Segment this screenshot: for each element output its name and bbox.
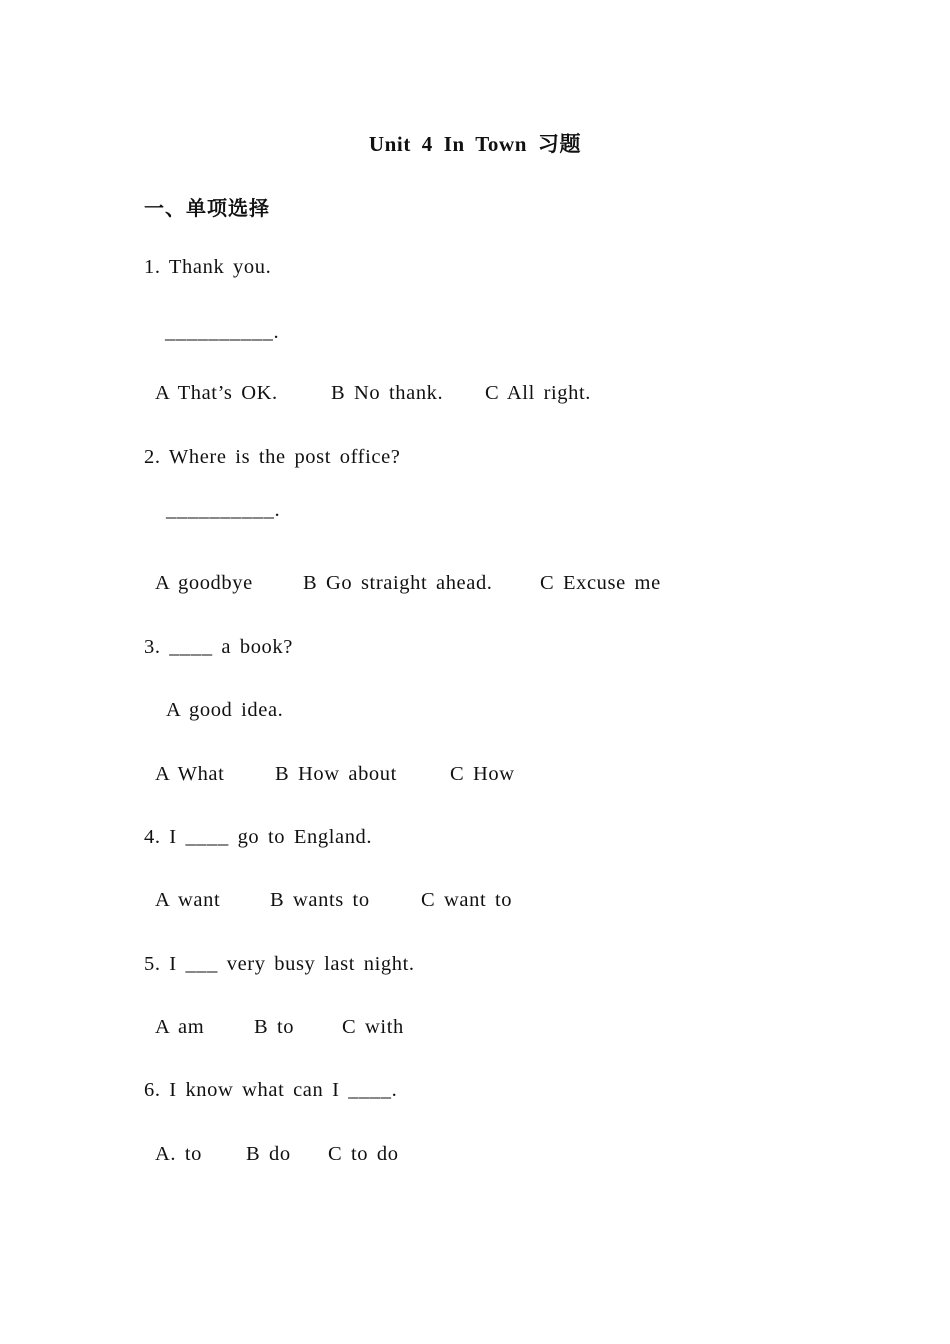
question-5-stem: 5. I ___ very busy last night. bbox=[144, 953, 415, 975]
question-1-answer-line: __________. bbox=[165, 321, 280, 343]
question-3-option-c: C How bbox=[450, 763, 515, 785]
question-2-option-c: C Excuse me bbox=[540, 572, 661, 594]
question-3-stem: 3. ____ a book? bbox=[144, 636, 293, 658]
section-heading: 一、单项选择 bbox=[144, 196, 270, 220]
question-4-option-c: C want to bbox=[421, 889, 513, 911]
question-1-option-c: C All right. bbox=[485, 382, 592, 404]
question-1-option-b: B No thank. bbox=[331, 382, 444, 404]
question-6-option-c: C to do bbox=[328, 1143, 399, 1165]
question-1-option-a: A That’s OK. bbox=[155, 382, 278, 404]
question-2-answer-line: __________. bbox=[166, 499, 281, 521]
question-4-option-b: B wants to bbox=[270, 889, 370, 911]
question-5-option-a: A am bbox=[155, 1016, 205, 1038]
page-title: Unit 4 In Town 习题 bbox=[368, 132, 582, 156]
question-4-option-a: A want bbox=[155, 889, 221, 911]
question-2-stem: 2. Where is the post office? bbox=[144, 446, 401, 468]
question-3-option-b: B How about bbox=[275, 763, 397, 785]
question-3-option-a: A What bbox=[155, 763, 225, 785]
question-2-option-b: B Go straight ahead. bbox=[303, 572, 493, 594]
question-5-option-b: B to bbox=[254, 1016, 295, 1038]
question-5-option-c: C with bbox=[342, 1016, 404, 1038]
question-3-answer-line: A good idea. bbox=[166, 699, 284, 721]
question-6-stem: 6. I know what can I ____. bbox=[144, 1079, 398, 1101]
question-1-stem: 1. Thank you. bbox=[144, 256, 272, 278]
question-6-option-b: B do bbox=[246, 1143, 291, 1165]
question-2-option-a: A goodbye bbox=[155, 572, 253, 594]
question-6-option-a: A. to bbox=[155, 1143, 202, 1165]
question-4-stem: 4. I ____ go to England. bbox=[144, 826, 373, 848]
